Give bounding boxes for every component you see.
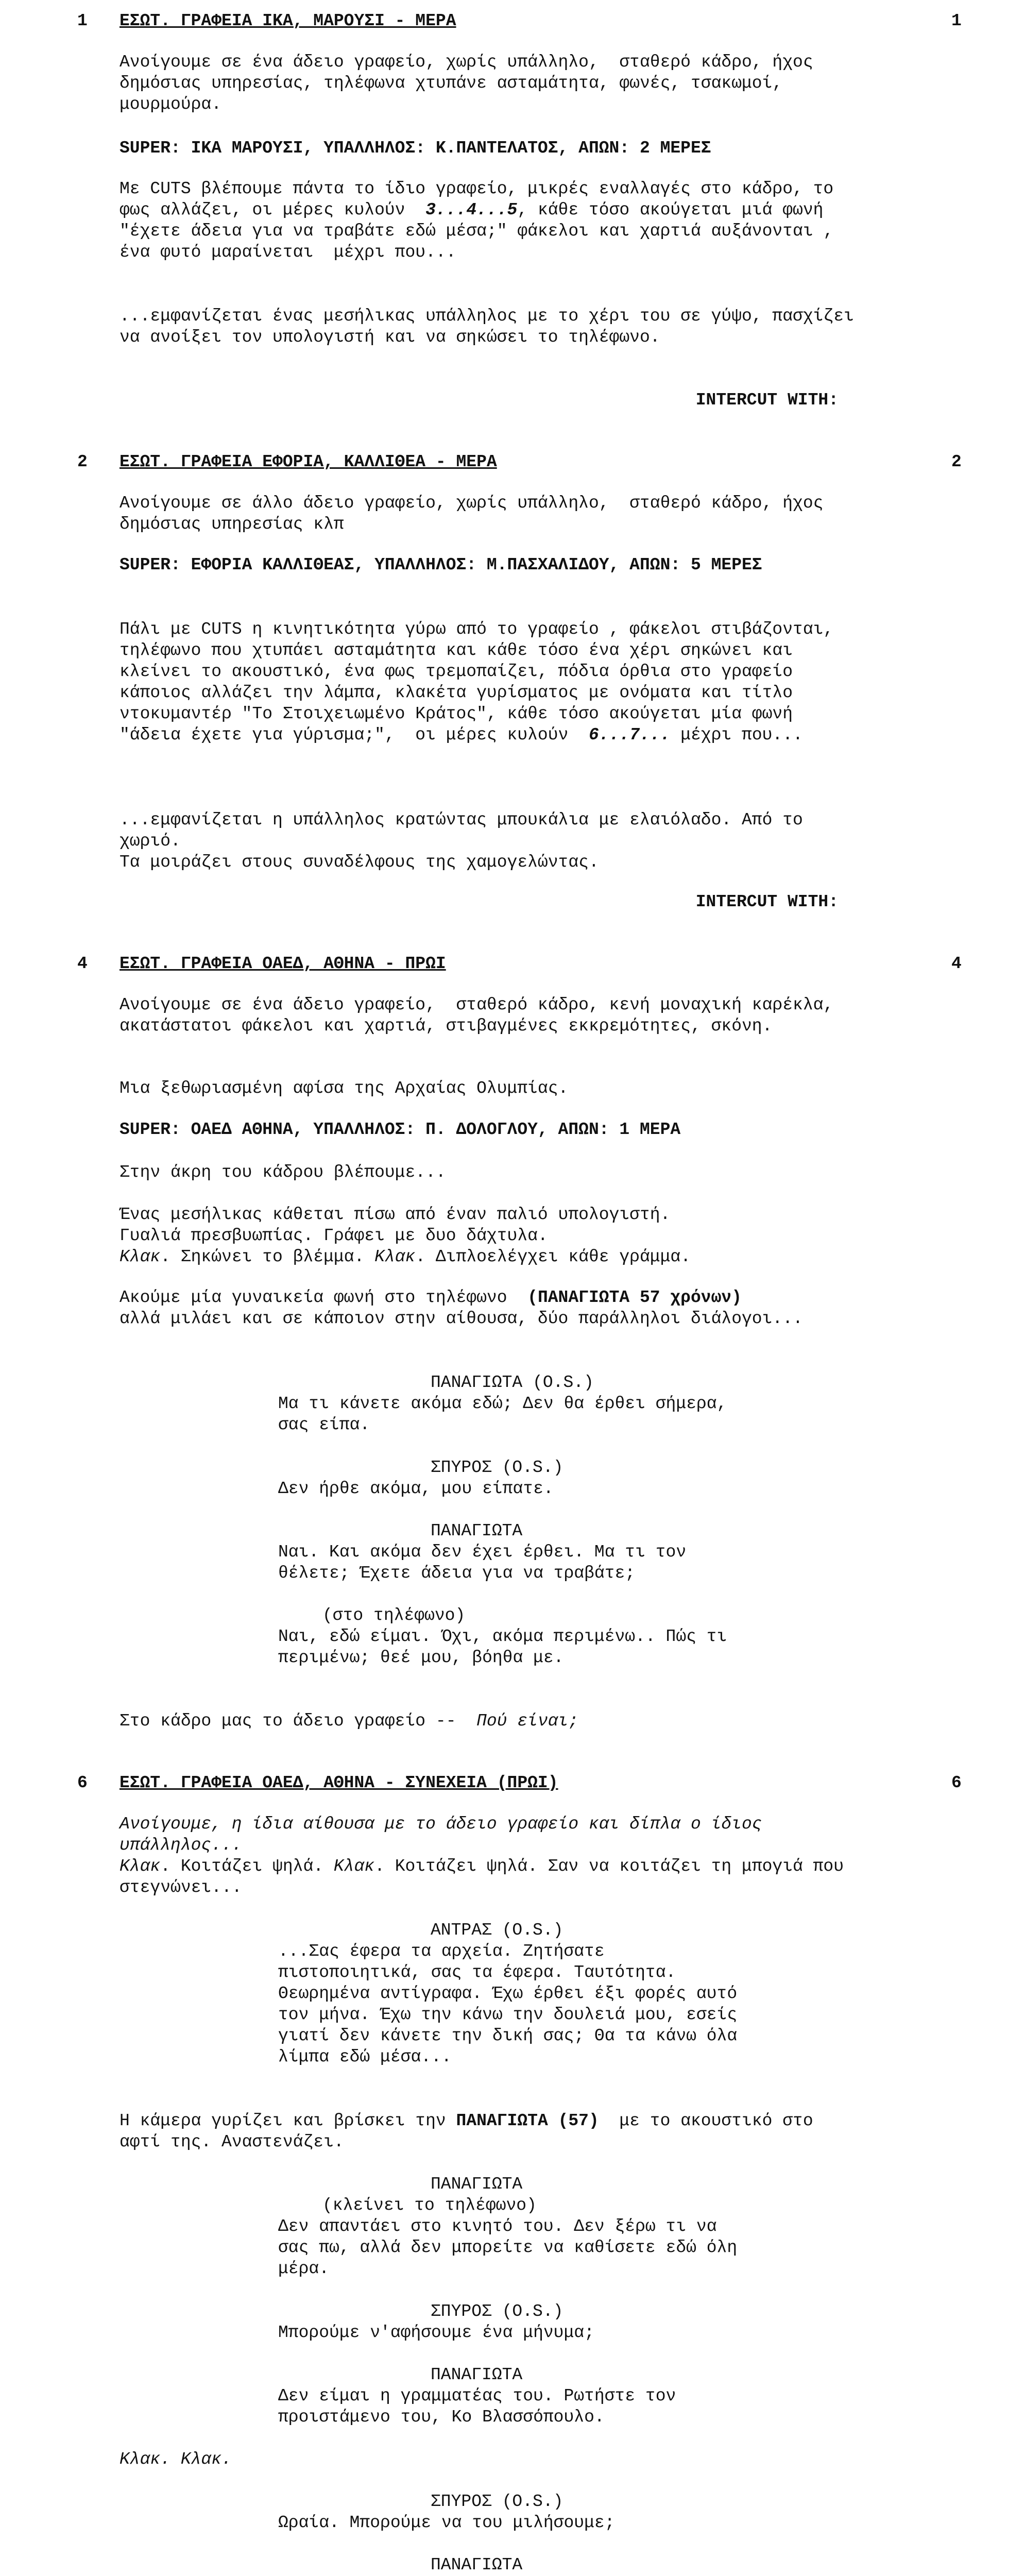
action-paragraph: Ανοίγουμε σε άλλο άδειο γραφείο, χωρίς υπάλληλο, σταθερό κάδρο, ήχος δημόσιας υπηρεσίας κλπ (119, 494, 834, 534)
action-text: . Κοιτάζει ψηλά. (160, 1857, 334, 1876)
dialogue: ...Σας έφερα τα αρχεία. Ζητήσατε πιστοποιητικά, σας τα έφερα. Ταυτότητα. Θεωρημένα αντίγραφα. Έχω έρθει έξι φορές αυτό τον μήνα. Έχω την κάνω την δουλειά μου, εσείς γιατί δεν κάνετε την δική σας; Θα τα κάνω όλα λίμπα εδώ μέσα... (278, 1942, 747, 2066)
character-intro: ΠΑΝΑΓΙΩΤΑ (57) (456, 2111, 599, 2130)
action-text: μέχρι που... (670, 725, 803, 744)
parenthetical: (στο τηλέφωνο) (322, 1606, 466, 1625)
super-line: SUPER: ΟΑΕΔ ΑΘΗΝΑ, ΥΠΑΛΛΗΛΟΣ: Π. ΔΟΛΟΓΛΟΥ, ΑΠΩΝ: 1 ΜΕΡΑ (119, 1120, 681, 1139)
scene-number-right: 4 (951, 954, 962, 973)
action-text: , κάθε τόσο ακούγεται μιά φωνή "έχετε άδεια για να τραβάτε εδώ μέσα;" φάκελοι και χαρτιά αυξάνονται , ένα φυτό μαραίνεται μέχρι που... (119, 200, 844, 262)
scene-number-right: 2 (951, 452, 962, 471)
transition: INTERCUT WITH: (695, 391, 839, 410)
action-text: Ακούμε μία γυναικεία φωνή στο τηλέφωνο (119, 1288, 528, 1307)
action-paragraph: Μια ξεθωριασμένη αφίσα της Αρχαίας Ολυμπίας. (119, 1079, 569, 1098)
action-paragraph: Ανοίγουμε σε ένα άδειο γραφείο, σταθερό κάδρο, κενή μοναχική καρέκλα, ακατάστατοι φάκελοι και χαρτιά, στιβαγμένες εκκρεμότητες, σκόνη. (119, 995, 844, 1036)
action-paragraph (119, 2110, 861, 2153)
dialogue: Ωραία. Μπορούμε να του μιλήσουμε; (278, 2513, 615, 2532)
dialogue: Δεν ήρθε ακόμα, μου είπατε. (278, 1479, 554, 1498)
sound-effect: Κλακ. Κλακ. (119, 2450, 232, 2469)
scene-heading: ΕΣΩΤ. ΓΡΑΦΕΙΑ ΙΚΑ, ΜΑΡΟΥΣΙ - ΜΕΡΑ (119, 11, 456, 30)
action-text: Ένας μεσήλικας κάθεται πίσω από έναν παλιό υπολογιστή. Γυαλιά πρεσβυωπίας. Γράφει με δυο δάχτυλα. (119, 1205, 671, 1245)
sound-effect: Κλακ (119, 1247, 161, 1266)
day-count: 6...7... (578, 725, 671, 744)
action-paragraph (119, 1204, 861, 1267)
transition: INTERCUT WITH: (695, 892, 839, 911)
action-text: Με CUTS βλέπουμε πάντα το ίδιο γραφείο, μικρές εναλλαγές στο κάδρο, το φως αλλάζει, οι μέρες κυλούν (119, 179, 844, 219)
action-text: . Σηκώνει το βλέμμα. (160, 1247, 375, 1266)
action-paragraph: ...εμφανίζεται η υπάλληλος κρατώντας μπουκάλια με ελαιόλαδο. Από το χωριό. Τα μοιράζει στους συναδέλφους της χαμογελώντας. (119, 810, 803, 872)
scene-number-right: 6 (951, 1773, 962, 1792)
action-paragraph (119, 1287, 861, 1329)
parenthetical: (κλείνει το τηλέφωνο) (322, 2196, 537, 2215)
character-name: ΠΑΝΑΓΙΩΤΑ (O.S.) (431, 1373, 594, 1392)
character-name: ΠΑΝΑΓΙΩΤΑ (431, 2365, 523, 2384)
action-paragraph (119, 1710, 861, 1732)
dialogue: Ναι, εδώ είμαι. Όχι, ακόμα περιμένω.. Πώς τι περιμένω; θεέ μου, βόηθα με. (278, 1627, 738, 1667)
scene-number: 6 (77, 1773, 88, 1792)
action-text: με το ακουστικό στο αφτί της. Αναστενάζει. (119, 2111, 824, 2151)
character-name: ΣΠΥΡΟΣ (O.S.) (431, 2492, 563, 2511)
scene-heading: ΕΣΩΤ. ΓΡΑΦΕΙΑ ΟΑΕΔ, ΑΘΗΝΑ - ΠΡΩΙ (119, 954, 446, 973)
scene-number: 2 (77, 452, 88, 471)
action-paragraph (119, 178, 861, 263)
character-name: ΣΠΥΡΟΣ (O.S.) (431, 2302, 563, 2321)
dialogue: Μπορούμε ν'αφήσουμε ένα μήνυμα; (278, 2323, 594, 2342)
super-line: SUPER: ΙΚΑ ΜΑΡΟΥΣΙ, ΥΠΑΛΛΗΛΟΣ: Κ.ΠΑΝΤΕΛΑΤΟΣ, ΑΠΩΝ: 2 ΜΕΡΕΣ (119, 139, 711, 158)
super-line: SUPER: ΕΦΟΡΙΑ ΚΑΛΛΙΘΕΑΣ, ΥΠΑΛΛΗΛΟΣ: Μ.ΠΑΣΧΑΛΙΔΟΥ, ΑΠΩΝ: 5 ΜΕΡΕΣ (119, 555, 762, 574)
action-paragraph: ...εμφανίζεται ένας μεσήλικας υπάλληλος με το χέρι του σε γύψο, πασχίζει να ανοίξει τον υπολογιστή και να σηκώσει το τηλέφωνο. (119, 307, 864, 347)
action-text: αλλά μιλάει και σε κάποιον στην αίθουσα, δύο παράλληλοι διάλογοι... (119, 1309, 803, 1328)
character-name: ΣΠΥΡΟΣ (O.S.) (431, 1458, 563, 1477)
action-paragraph (119, 619, 861, 745)
dialogue: Ναι. Και ακόμα δεν έχει έρθει. Μα τι τον θέλετε; Έχετε άδεια για να τραβάτε; (278, 1543, 696, 1583)
sound-effect: Κλακ (374, 1247, 416, 1266)
action-italic: Ανοίγουμε, η ίδια αίθουσα με το άδειο γραφείο και δίπλα ο ίδιος υπάλληλος... (119, 1815, 773, 1855)
scene-number-right: 1 (951, 11, 962, 30)
character-name: ΠΑΝΑΓΙΩΤΑ (431, 2175, 523, 2194)
action-paragraph: Στην άκρη του κάδρου βλέπουμε... (119, 1163, 446, 1182)
character-intro: (ΠΑΝΑΓΙΩΤΑ 57 χρόνων) (527, 1288, 742, 1307)
action-paragraph (119, 2449, 861, 2470)
dialogue: Μα τι κάνετε ακόμα εδώ; Δεν θα έρθει σήμερα, σας είπα. (278, 1394, 738, 1434)
action-paragraph: Ανοίγουμε σε ένα άδειο γραφείο, χωρίς υπάλληλο, σταθερό κάδρο, ήχος δημόσιας υπηρεσίας, τηλέφωνα χτυπάνε ασταμάτητα, φωνές, τσακωμοί, μουρμούρα. (119, 53, 824, 114)
action-text: . Διπλοελέγχει κάθε γράμμα. (415, 1247, 691, 1266)
day-count: 3...4...5 (415, 200, 518, 219)
character-name: ΑΝΤΡΑΣ (O.S.) (431, 1921, 563, 1940)
sound-effect: Κλακ (333, 1857, 375, 1876)
dialogue: Δεν είμαι η γραμματέας του. Ρωτήστε τον προιστάμενο του, Κο Βλασσόπουλο. (278, 2386, 687, 2427)
action-text: . Κοιτάζει ψηλά. Σαν να κοιτάζει τη μπογιά που στεγνώνει... (119, 1857, 854, 1897)
character-name: ΠΑΝΑΓΙΩΤΑ (431, 2555, 523, 2574)
action-text: Στο κάδρο μας το άδειο γραφείο -- (119, 1711, 477, 1731)
sound-effect: Κλακ (119, 1857, 161, 1876)
action-text: Η κάμερα γυρίζει και βρίσκει την (119, 2111, 456, 2130)
character-name: ΠΑΝΑΓΙΩΤΑ (431, 1521, 523, 1540)
action-emphasis: Πού είναι; (476, 1711, 579, 1731)
scene-number: 4 (77, 954, 88, 973)
action-text: Πάλι με CUTS η κινητικότητα γύρω από το γραφείο , φάκελοι στιβάζονται, τηλέφωνο που χτυπάει ασταμάτητα και κάθε τόσο ένα χέρι σηκώνει και κλείνει το ακουστικό, ένα φως τρεμοπαίζει, πόδια όρθια στο γραφείο κάποιος αλλάζει την λάμπα, κλακέτα γυρίσματος με ονόματα και τίτλο ντοκυμαντέρ "Το Στοιχειωμένο Κράτος", κάθε τόσο ακούγεται μία φωνή "άδεια έχετε για γύρισμα;", οι μέρες κυλούν (119, 620, 844, 744)
action-paragraph (119, 1814, 861, 1898)
scene-heading: ΕΣΩΤ. ΓΡΑΦΕΙΑ ΟΑΕΔ, ΑΘΗΝΑ - ΣΥΝΕΧΕΙΑ (ΠΡΩΙ) (119, 1773, 558, 1792)
scene-heading: ΕΣΩΤ. ΓΡΑΦΕΙΑ ΕΦΟΡΙΑ, ΚΑΛΛΙΘΕΑ - ΜΕΡΑ (119, 452, 497, 471)
scene-number: 1 (77, 11, 88, 30)
dialogue: Δεν απαντάει στο κινητό του. Δεν ξέρω τι να σας πω, αλλά δεν μπορείτε να καθίσετε εδώ όλη μέρα. (278, 2217, 747, 2278)
